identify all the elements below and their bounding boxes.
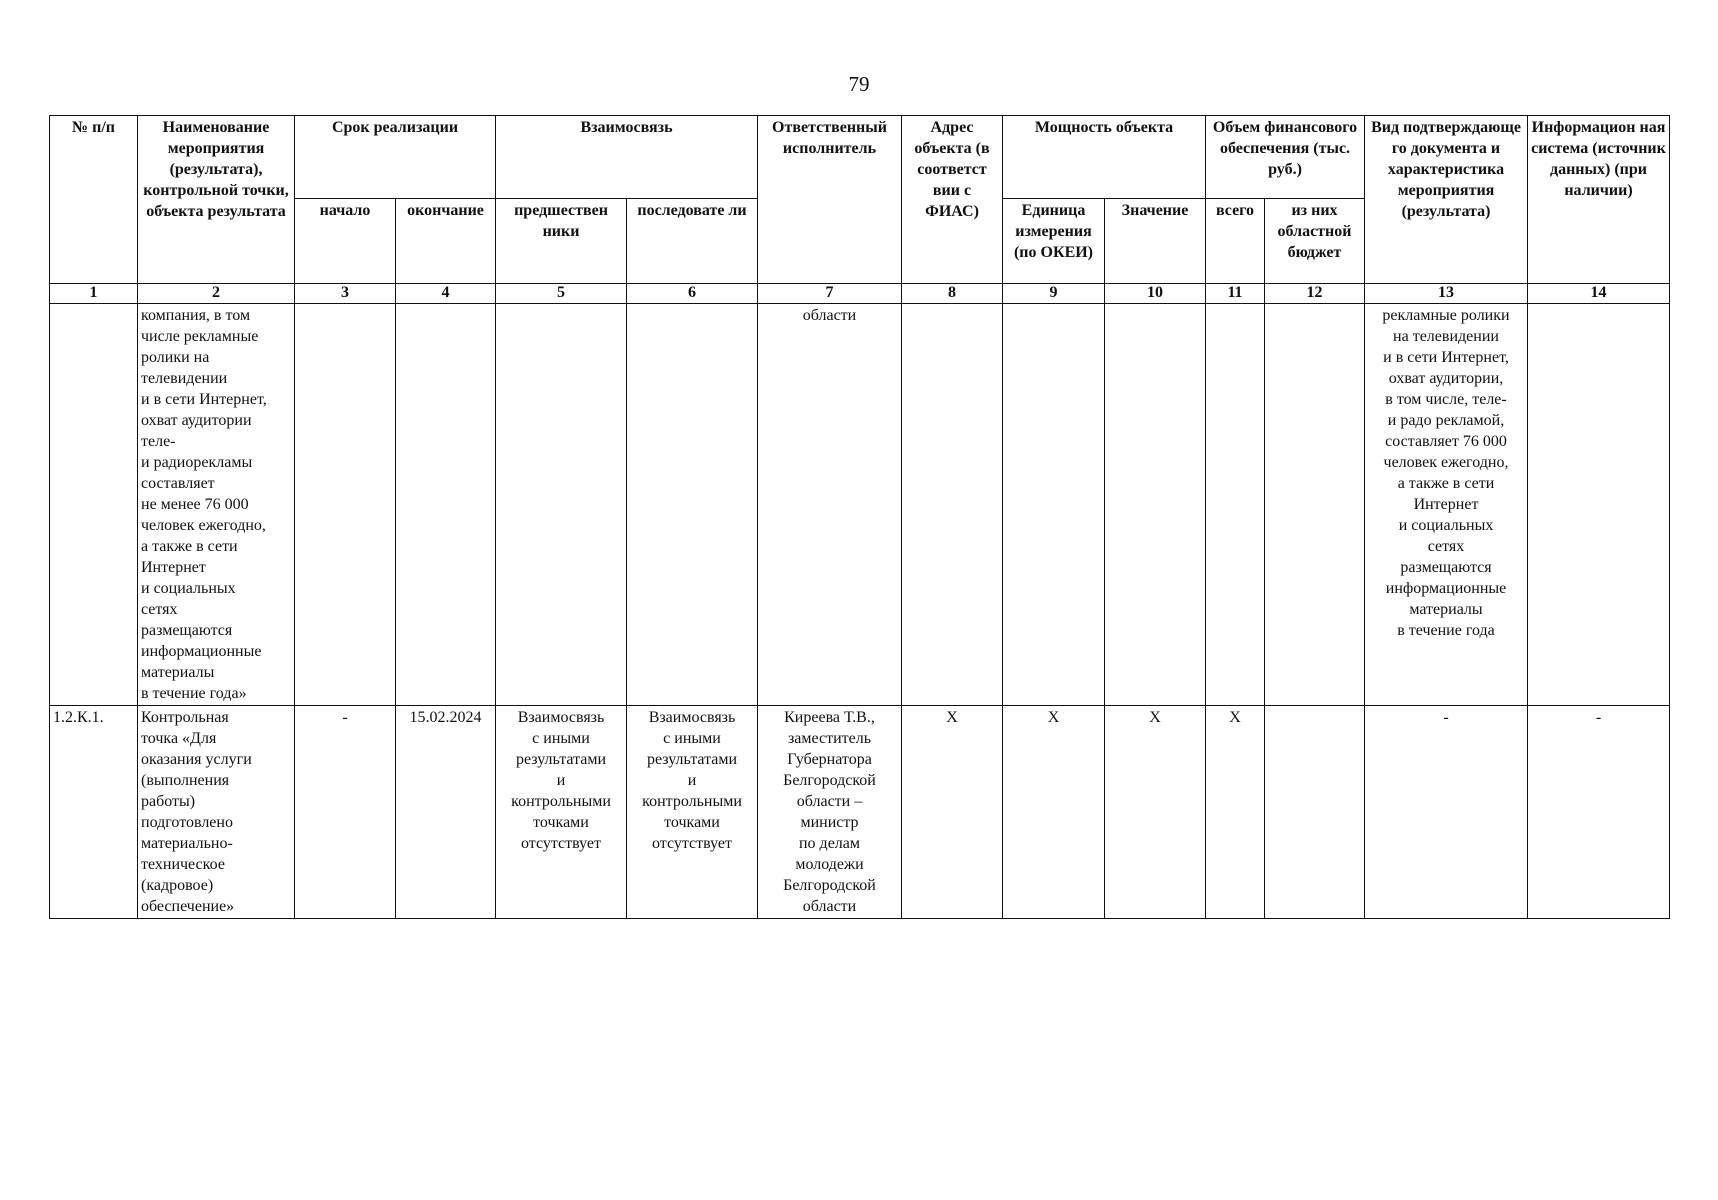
header-responsible: Ответственный исполнитель — [758, 116, 902, 284]
cell-number — [50, 304, 138, 706]
header-finance: Объем финансового обеспечения (тыс. руб.) — [1206, 116, 1365, 199]
cell-document: рекламные ролики на телевидении и в сети Интернет, охват аудитории, в том числе, теле- и радо рекламой, составляет 76 000 человек ежегодно, а также в сети Интернет и социальных сетях размещаются информационные материалы в течение года — [1365, 304, 1528, 706]
column-number: 7 — [758, 284, 902, 304]
cell-document: - — [1365, 706, 1528, 919]
column-number: 14 — [1528, 284, 1670, 304]
column-number: 10 — [1105, 284, 1206, 304]
activities-table — [49, 115, 1670, 919]
cell-unit — [1003, 304, 1105, 706]
header-info-system: Информацион ная система (источник данных) (при наличии) — [1528, 116, 1670, 284]
cell-end — [396, 304, 496, 706]
cell-info-system — [1528, 304, 1670, 706]
header-period: Срок реализации — [295, 116, 496, 199]
header-address: Адрес объекта (в соответст вии с ФИАС) — [902, 116, 1003, 284]
cell-activity-name: Контрольная точка «Для оказания услуги (выполнения работы) подготовлено материально- техническое (кадровое) обеспечение» — [138, 706, 295, 919]
column-number: 2 — [138, 284, 295, 304]
cell-value: X — [1105, 706, 1206, 919]
header-finance-total: всего — [1206, 199, 1265, 284]
cell-value — [1105, 304, 1206, 706]
header-relation: Взаимосвязь — [496, 116, 758, 199]
column-number: 8 — [902, 284, 1003, 304]
header-period-start: начало — [295, 199, 396, 284]
cell-activity-name: компания, в том числе рекламные ролики на телевидении и в сети Интернет, охват аудитории теле- и радиорекламы составляет не менее 76 000 человек ежегодно, а также в сети Интернет и социальных сетях размещаются информационные материалы в течение года» — [138, 304, 295, 706]
column-number: 5 — [496, 284, 627, 304]
cell-start: - — [295, 706, 396, 919]
column-number: 4 — [396, 284, 496, 304]
header-row-number: № п/п — [50, 116, 138, 284]
column-number: 13 — [1365, 284, 1528, 304]
cell-end: 15.02.2024 — [396, 706, 496, 919]
header-document-type: Вид подтверждающе го документа и характеристика мероприятия (результата) — [1365, 116, 1528, 284]
column-number: 3 — [295, 284, 396, 304]
cell-regional — [1265, 706, 1365, 919]
cell-total: X — [1206, 706, 1265, 919]
header-capacity-value: Значение — [1105, 199, 1206, 284]
cell-next — [627, 304, 758, 706]
header-relation-next: последовате ли — [627, 199, 758, 284]
header-relation-prev: предшествен ники — [496, 199, 627, 284]
column-number: 9 — [1003, 284, 1105, 304]
column-number: 6 — [627, 284, 758, 304]
cell-prev: Взаимосвязь с иными результатами и контрольными точками отсутствует — [496, 706, 627, 919]
cell-regional — [1265, 304, 1365, 706]
column-number: 12 — [1265, 284, 1365, 304]
header-finance-regional: из них областной бюджет — [1265, 199, 1365, 284]
cell-next: Взаимосвязь с иными результатами и контрольными точками отсутствует — [627, 706, 758, 919]
header-capacity-unit: Единица измерения (по ОКЕИ) — [1003, 199, 1105, 284]
column-number: 1 — [50, 284, 138, 304]
cell-total — [1206, 304, 1265, 706]
cell-start — [295, 304, 396, 706]
table-row — [50, 304, 1670, 706]
header-period-end: окончание — [396, 199, 496, 284]
header-capacity: Мощность объекта — [1003, 116, 1206, 199]
cell-address: X — [902, 706, 1003, 919]
cell-unit: X — [1003, 706, 1105, 919]
cell-responsible: области — [758, 304, 902, 706]
table-row — [50, 706, 1670, 919]
cell-info-system: - — [1528, 706, 1670, 919]
header-activity-name: Наименование мероприятия (результата), контрольной точки, объекта результата — [138, 116, 295, 284]
cell-prev — [496, 304, 627, 706]
column-number: 11 — [1206, 284, 1265, 304]
cell-responsible: Киреева Т.В., заместитель Губернатора Белгородской области – министр по делам молодежи Белгородской области — [758, 706, 902, 919]
cell-number: 1.2.К.1. — [50, 706, 138, 919]
cell-address — [902, 304, 1003, 706]
page-number: 79 — [848, 72, 870, 96]
